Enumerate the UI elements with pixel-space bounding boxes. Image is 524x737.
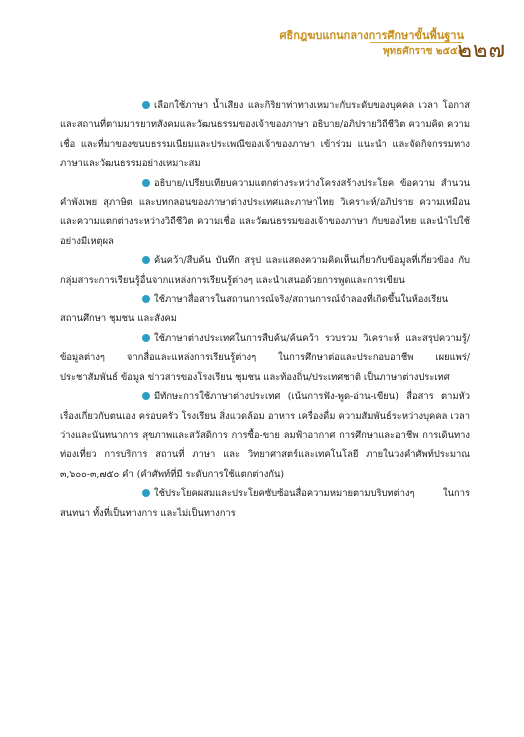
paragraph-text: ใช้ภาษาต่างประเทศในการสืบค้น/ค้นคว้า รวบรวม วิเคราะห์ และสรุปความรู้/ ข้อมูลต่างๆ จากสื่อและแหล่งการเรียนรู้ต่างๆ ในการศึกษาต่อและประกอบอาชีพ เผยแพร่/ประชาสัมพันธ์ ข้อมูล ข่าวสารของโรงเรียน ชุมชน และท้องถิ่น/ประเทศชาติ เป็นภาษาต่างประเทศ [60,332,470,383]
bullet-icon [142,334,150,342]
page-number: ๒๒๗ [457,38,506,63]
page-header [0,18,524,80]
header-subtitle: พุทธศักราช ๒๕๕๑ [382,46,464,57]
bullet-icon [142,392,150,400]
paragraph-text: ค้นคว้า/สืบค้น บันทึก สรุป และแสดงความคิดเห็นเกี่ยวกับข้อมูลที่เกี่ยวข้อง กับกลุ่มสาระการเรียนรู้อื่นจากแหล่งการเรียนรู้ต่างๆ และนำเสนอด้วยการพูดและการเขียน [60,255,470,286]
bullet-icon [142,489,150,497]
paragraph-text: เลือกใช้ภาษา น้ำเสียง และกิริยาท่าทางเหมาะกับระดับของบุคคล เวลา โอกาสและสถานที่ตามมารยาทสังคมและวัฒนธรรมของเจ้าของภาษา อธิบาย/อภิปรายวิถีชีวิต ความคิด ความเชื่อ และที่มาของขนบธรรมเนียมและประเพณีของเจ้าของภาษา เข้าร่วม แนะนำ และจัดกิจกรรมทางภาษาและวัฒนธรรมอย่างเหมาะสม [60,100,470,170]
paragraph-text: ใช้ภาษาสื่อสารในสถานการณ์จริง/สถานการณ์จำลองที่เกิดขึ้นในห้องเรียน สถานศึกษา ชุมชน และสังคม [60,294,449,325]
bullet-paragraph-1 [60,96,470,174]
bullet-paragraph-5 [60,329,470,387]
bullet-icon [142,256,150,264]
main-content [60,96,470,523]
header-title: ศธิกฎฆบแกนกลางการศึกษาขั้นพื้นฐาน [279,29,464,42]
bullet-paragraph-3 [60,251,470,290]
bullet-icon [142,295,150,303]
paragraph-text: มีทักษะการใช้ภาษาต่างประเทศ (เน้นการฟัง-พูด-อ่าน-เขียน) สื่อสาร ตามหัวเรื่องเกี่ยวกับตนเอง ครอบครัว โรงเรียน สิ่งแวดล้อม อาหาร เครื่องดื่ม ความสัมพันธ์ระหว่างบุคคล เวลาว่างและนันทนาการ สุขภาพและสวัสดิการ การซื้อ-ขาย ลมฟ้าอากาศ การศึกษาและอาชีพ การเดินทางท่องเที่ยว การบริการ สถานที่ ภาษา และ วิทยาศาสตร์และเทคโนโลยี ภายในวงคำศัพท์ประมาณ ๓,๖๐๐-๓,๗๕๐ คำ (คำศัพท์ที่มี ระดับการใช้แตกต่างกัน) [60,391,470,480]
bullet-paragraph-7 [60,484,470,523]
paragraph-text: ใช้ประโยคผสมและประโยคซับซ้อนสื่อความหมายตามบริบทต่างๆ ในการสนทนา ทั้งที่เป็นทางการ และไม่เป็นทางการ [60,488,470,519]
header-divider [370,42,462,43]
bullet-paragraph-6 [60,387,470,484]
bullet-paragraph-2 [60,174,470,252]
paragraph-text: อธิบาย/เปรียบเทียบความแตกต่างระหว่างโครงสร้างประโยค ข้อความ สำนวน คำพังเพย สุภาษิต และบทกลอนของภาษาต่างประเทศและภาษาไทย วิเคราะห์/อภิปราย ความเหมือนและความแตกต่างระหว่างวิถีชีวิต ความเชื่อ และวัฒนธรรมของเจ้าของภาษา กับของไทย และนำไปใช้อย่างมีเหตุผล [60,177,470,247]
bullet-paragraph-4 [60,290,470,329]
bullet-icon [142,179,150,187]
bullet-icon [142,101,150,109]
